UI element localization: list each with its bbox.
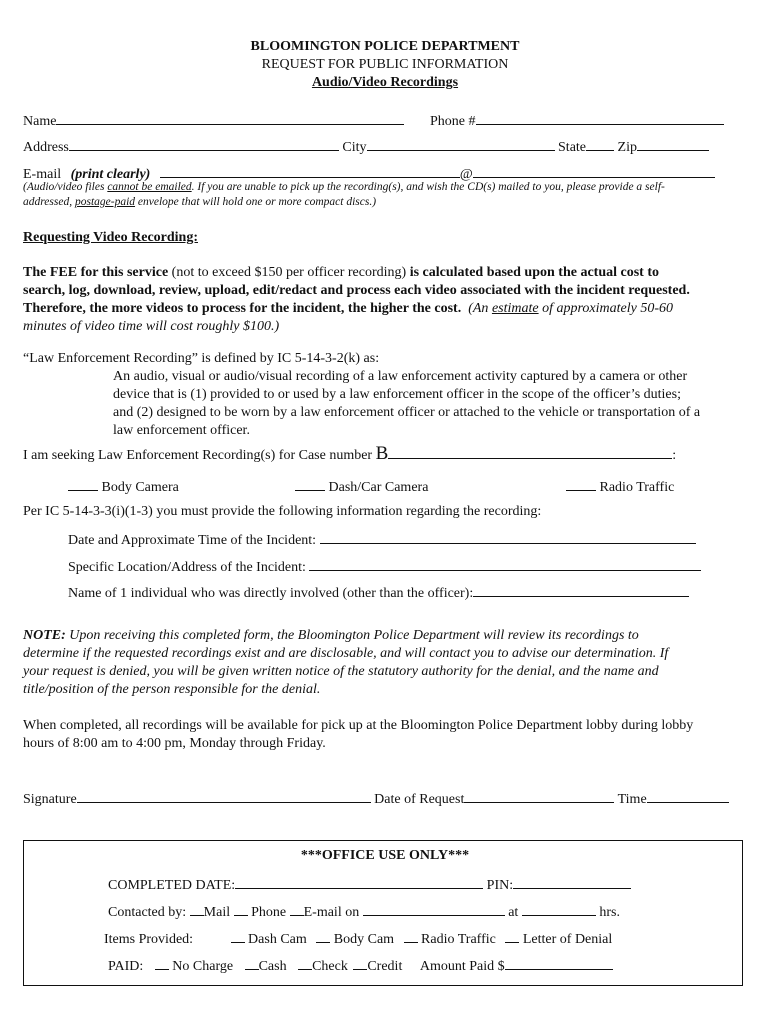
- paid-check-label: Check: [312, 959, 348, 974]
- amount-paid-label: Amount Paid $: [419, 959, 505, 974]
- state-field[interactable]: [586, 136, 614, 151]
- note-line-2: determine if the requested recordings exist and are disclosable, and will contact you to advise our determination. If: [23, 646, 669, 661]
- email-user-field[interactable]: [160, 163, 460, 178]
- zip-label: Zip: [617, 140, 637, 155]
- contact-phone-label: Phone: [251, 905, 287, 920]
- name-row: [23, 110, 404, 130]
- fee-estimate: estimate: [491, 301, 539, 316]
- zip-field[interactable]: [637, 136, 709, 151]
- paid-cash-checkbox[interactable]: [245, 955, 259, 970]
- form-subtitle: [0, 74, 770, 91]
- case-number-label: I am seeking Law Enforcement Recording(s) for Case number: [23, 448, 373, 463]
- contact-hrs-label: hrs.: [599, 905, 620, 920]
- fee-text-6: (An: [468, 301, 492, 316]
- form-subtitle-text: Audio/Video Recordings: [311, 75, 459, 90]
- paid-no-charge-label: No Charge: [172, 959, 234, 974]
- items-provided-label: Items Provided:: [104, 932, 194, 947]
- contact-email-label: E-mail: [303, 905, 342, 920]
- paid-credit-label: Credit: [367, 959, 403, 974]
- email-note-cannot-emailed: cannot be emailed: [107, 181, 192, 193]
- fee-text-7: of approximately 50-60: [538, 301, 673, 316]
- definition-line-1: An audio, visual or audio/visual recording of a law enforcement activity captured by a camera or other: [113, 369, 688, 384]
- email-at: @: [459, 167, 473, 182]
- fee-text-2: (not to exceed $150 per officer recording): [168, 265, 410, 280]
- state-label: State: [558, 140, 587, 155]
- case-number-colon: :: [672, 448, 677, 463]
- body-camera-checkbox[interactable]: [68, 476, 98, 491]
- fee-text-3: is calculated based upon the actual cost to: [409, 265, 659, 280]
- fee-text-1: The FEE for this service: [23, 265, 169, 280]
- address-row: [23, 136, 709, 156]
- incident-date-label: Date and Approximate Time of the Incident:: [68, 533, 317, 548]
- completed-date-label: COMPLETED DATE:: [108, 878, 236, 893]
- incident-location-field[interactable]: [309, 556, 701, 571]
- form-title: REQUEST FOR PUBLIC INFORMATION: [261, 57, 509, 72]
- completed-date-row: [108, 874, 631, 894]
- definition-intro: “Law Enforcement Recording” is defined by IC 5-14-3-2(k) as:: [23, 351, 380, 366]
- paid-row: [108, 955, 613, 975]
- incident-location-row: [68, 556, 701, 576]
- note-line-3: your request is denied, you will be given written notice of the statutory authority for the denial, and the name and: [23, 664, 659, 679]
- pickup-line-2: hours of 8:00 am to 4:00 pm, Monday through Friday.: [23, 736, 326, 751]
- signature-row: [23, 788, 729, 808]
- fee-text-4: search, log, download, review, upload, edit/redact and process each video associated with the incident requested.: [23, 283, 690, 298]
- contact-mail-label: Mail: [203, 905, 231, 920]
- note-paragraph: [23, 627, 668, 699]
- paid-label: PAID:: [108, 959, 144, 974]
- phone-label: Phone #: [430, 114, 476, 129]
- fee-text-5: Therefore, the more videos to process for the incident, the higher the cost.: [23, 301, 462, 316]
- case-number-row: [23, 444, 676, 464]
- contact-email-checkbox[interactable]: [290, 901, 304, 916]
- email-note: [23, 180, 665, 210]
- item-body-cam-checkbox[interactable]: [316, 928, 330, 943]
- contacted-by-label: Contacted by:: [108, 905, 187, 920]
- item-letter-denial-checkbox[interactable]: [505, 928, 519, 943]
- paid-no-charge-checkbox[interactable]: [155, 955, 169, 970]
- required-info-intro: Per IC 5-14-3-3(i)(1-3) you must provide the following information regarding the recording:: [23, 504, 542, 519]
- note-label: NOTE:: [23, 628, 66, 643]
- signature-label: Signature: [23, 792, 77, 807]
- pickup-line-1: When completed, all recordings will be available for pick up at the Bloomington Police Department lobby during lobby: [23, 718, 694, 733]
- paid-credit-checkbox[interactable]: [353, 955, 367, 970]
- incident-date-field[interactable]: [320, 529, 696, 544]
- address-label: Address: [23, 140, 69, 155]
- radio-traffic-label: Radio Traffic: [599, 480, 675, 495]
- date-of-request-label: Date of Request: [374, 792, 465, 807]
- contact-at-label: at: [508, 905, 519, 920]
- fee-text-8: minutes of video time will cost roughly $100.): [23, 319, 280, 334]
- incident-date-row: [68, 529, 696, 549]
- address-field[interactable]: [69, 136, 339, 151]
- note-line-4: title/position of the person responsible for the denial.: [23, 682, 321, 697]
- name-label: Name: [23, 114, 57, 129]
- time-label: Time: [617, 792, 647, 807]
- pin-label: PIN:: [486, 878, 514, 893]
- item-radio-traffic-checkbox[interactable]: [404, 928, 418, 943]
- city-label: City: [342, 140, 367, 155]
- item-dash-cam-checkbox[interactable]: [231, 928, 245, 943]
- body-camera-label: Body Camera: [101, 480, 179, 495]
- definition-line-2: device that is (1) provided to or used by a law enforcement officer in the scope of the officer’s duties;: [113, 387, 681, 402]
- item-radio-traffic-label: Radio Traffic: [421, 932, 496, 947]
- department-title: BLOOMINGTON POLICE DEPARTMENT: [250, 39, 520, 54]
- item-body-cam-label: Body Cam: [333, 932, 395, 947]
- email-note-text-4: envelope that will hold one or more compact discs.): [135, 196, 377, 208]
- case-number-field[interactable]: [388, 444, 672, 459]
- email-note-postage-paid: postage-paid: [74, 196, 136, 208]
- video-section-heading: [23, 229, 198, 246]
- body-camera-option: [68, 476, 179, 496]
- contact-on-label: on: [345, 905, 360, 920]
- contact-date-field[interactable]: [363, 901, 505, 916]
- email-note-text-1: (Audio/video files: [23, 181, 108, 193]
- involved-person-row: [68, 582, 689, 602]
- dash-camera-checkbox[interactable]: [295, 476, 325, 491]
- dash-camera-label: Dash/Car Camera: [328, 480, 429, 495]
- dash-camera-option: [295, 476, 428, 496]
- office-use-title: ***OFFICE USE ONLY***: [300, 848, 470, 863]
- note-line-1: Upon receiving this completed form, the Bloomington Police Department will review its recordings to: [65, 628, 639, 643]
- item-letter-denial-label: Letter of Denial: [522, 932, 613, 947]
- definition-line-3: and (2) designed to be worn by a law enforcement officer or attached to the vehicle or transportation of a: [113, 405, 701, 420]
- items-provided-row: [104, 928, 612, 948]
- contacted-by-row: [108, 901, 620, 921]
- pickup-paragraph: [23, 717, 693, 753]
- paid-cash-label: Cash: [258, 959, 287, 974]
- city-field[interactable]: [367, 136, 555, 151]
- email-domain-field[interactable]: [473, 163, 715, 178]
- amount-paid-field[interactable]: [505, 955, 613, 970]
- email-note-text-2: . If you are unable to pick up the recording(s), and wish the CD(s) mailed to you, please provide a self-: [191, 181, 665, 193]
- fee-paragraph: [23, 264, 690, 336]
- contact-time-field[interactable]: [522, 901, 596, 916]
- phone-field[interactable]: [476, 110, 724, 125]
- completed-date-field[interactable]: [235, 874, 483, 889]
- pin-field[interactable]: [513, 874, 631, 889]
- paid-check-checkbox[interactable]: [298, 955, 312, 970]
- time-field[interactable]: [647, 788, 729, 803]
- signature-field[interactable]: [77, 788, 371, 803]
- email-hint: (print clearly): [70, 167, 151, 182]
- item-dash-cam-label: Dash Cam: [248, 932, 307, 947]
- involved-person-label: Name of 1 individual who was directly involved (other than the officer):: [68, 586, 474, 601]
- radio-traffic-option: [566, 476, 674, 496]
- definition-body: [113, 368, 700, 440]
- contact-mail-checkbox[interactable]: [190, 901, 204, 916]
- involved-person-field[interactable]: [473, 582, 689, 597]
- case-number-prefix: B: [375, 443, 389, 464]
- email-note-text-3: addressed,: [23, 196, 75, 208]
- contact-phone-checkbox[interactable]: [234, 901, 248, 916]
- radio-traffic-checkbox[interactable]: [566, 476, 596, 491]
- email-label: E-mail: [23, 167, 62, 182]
- date-of-request-field[interactable]: [464, 788, 614, 803]
- phone-row: [430, 110, 724, 130]
- definition-line-4: law enforcement officer.: [113, 423, 250, 438]
- video-section-heading-text: Requesting Video Recording:: [23, 230, 198, 245]
- name-field[interactable]: [56, 110, 404, 125]
- incident-location-label: Specific Location/Address of the Incident:: [68, 560, 306, 575]
